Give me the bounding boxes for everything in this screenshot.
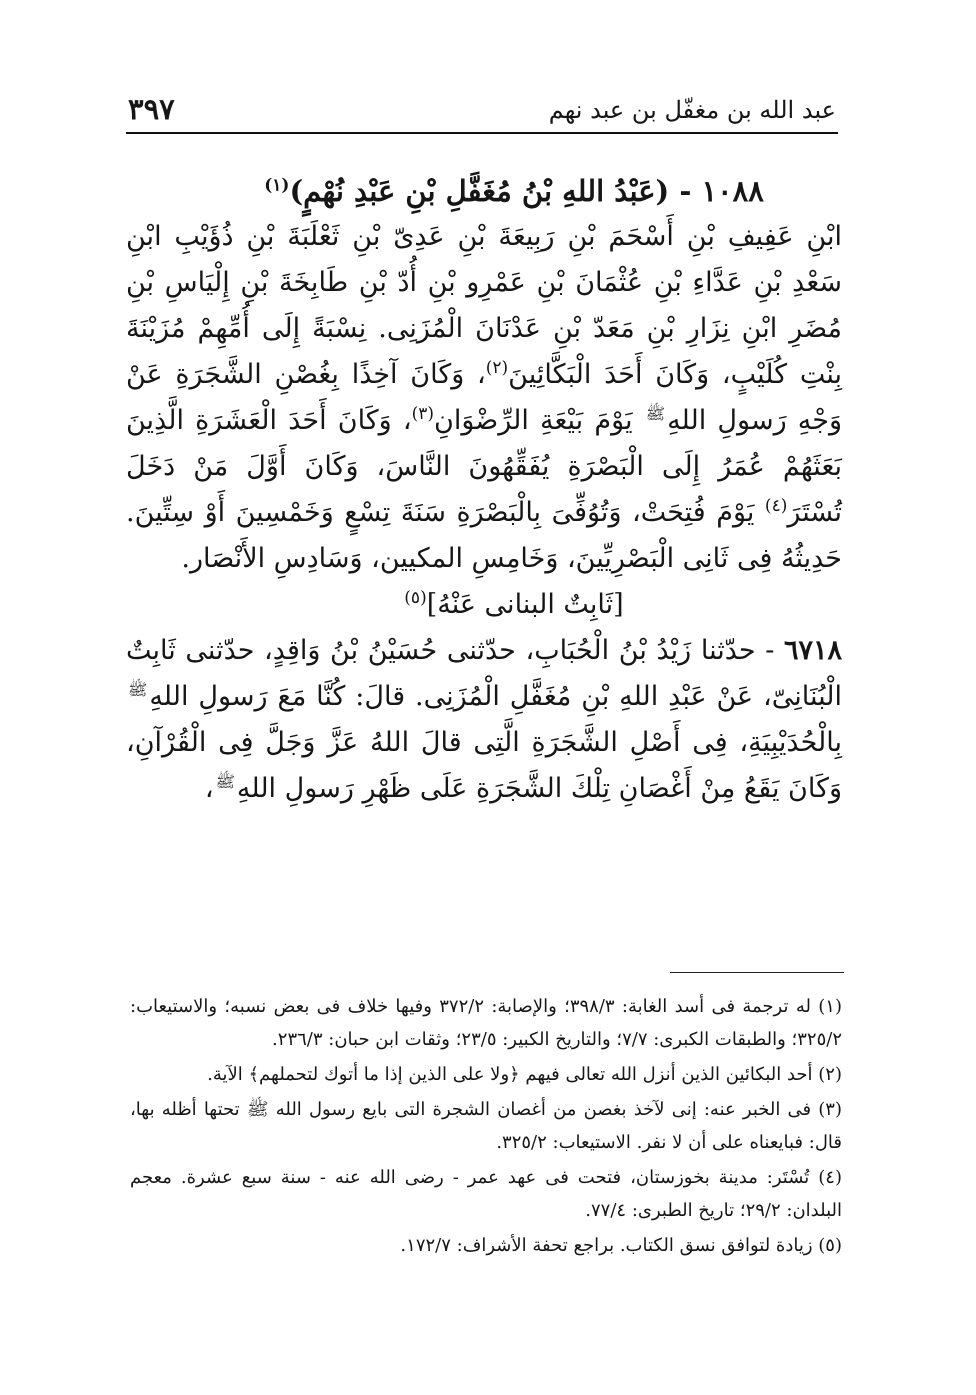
entry-heading-text: ١٠٨٨ - (عَبْدُ اللهِ بْنُ مُغَفَّلِ بْنِ عَبْدِ نُهْمٍ) [289, 174, 764, 208]
hadith-text-3: ، [204, 773, 214, 804]
footnote-ref-4: (٤) [764, 496, 788, 516]
header-title: عبد الله بن مغفّل بن عبد نهم [548, 96, 836, 124]
footnote-4: (٤) تُسْتَر: مدينة بخوزستان، فتحت فى عهد عمر - رضى الله عنه - سنة سبع عشرة. معجم البلدان: ٢٩/٢؛ تاريخ الطبرى: ٧٧/٤. [130, 1167, 842, 1221]
page-number: ٣٩٧ [128, 92, 175, 126]
footnote-1: (١) له ترجمة فى أسد الغابة: ٣٩٨/٣؛ والإصابة: ٣٧٢/٢ وفيها خلاف فى بعض نسبه؛ والاستيعاب: ٣٢٥/٢؛ والطبقات الكبرى: ٧/٧؛ والتاريخ الكبير: ٢٣/٥؛ وثقات ابن حبان: ٢٣٦/٣. [130, 996, 842, 1050]
section-heading-text: [ثَابِتٌ البنانى عَنْهُ] [426, 589, 624, 620]
footnote-3: (٣) فى الخبر عنه: إنى لآخذ بغصن من أغصان الشجرة التى بايع رسول الله ﷺ تحتها أظله بها، قال: فبايعناه على أن لا نفر. الاستيعاب: ٣٢٥/٢. [130, 1099, 842, 1153]
footnote-ref-1: (١) [264, 175, 290, 196]
hadith-paragraph: ٦٧١٨ - حدّثنا زَيْدُ بْنُ الْحُبَابِ، حدّثنى حُسَيْنُ بْنُ وَاقِدٍ، حدّثنى ثَابِتٌ الْبُنَانِىّ، عَنْ عَبْدِ اللهِ بْنِ مُغَفَّلِ الْمُزَنِى. قالَ: كُنَّا مَعَ رَسولِ اللهِﷺ بِالْحُدَيْبِيَةِ، فِى أَصْلِ الشَّجَرَةِ الَّتِى قالَ اللهُ عَزَّ وَجَلَّ فِى الْقُرْآنِ، وَكَانَ يَقَعُ مِنْ أَغْصَانِ تِلْكَ الشَّجَرَةِ عَلَى ظَهْرِ رَسولِ اللهِﷺ، [126, 635, 842, 804]
footnote-divider [670, 972, 844, 973]
bio-text-2: ، وَكَانَ آخِذًا بِغُصْنِ الشَّجَرَةِ عَنْ وَجْهِ رَسولِ اللهِ [126, 359, 842, 436]
bio-text-4: ، وَكَانَ أَحَدَ الْعَشَرَةِ الَّذِينَ بَعَثَهُمْ عُمَرُ إِلَى الْبَصْرَةِ يُفَقِّهُونَ النَّاسَ، وَكَانَ أَوَّلَ مَنْ دَخَلَ تُسْتَرَ [126, 405, 842, 528]
bio-text-3: يَوْمَ بَيْعَةِ الرِّضْوَانِ [434, 405, 644, 436]
header-divider [126, 132, 838, 134]
running-header [128, 92, 836, 134]
main-text [126, 168, 842, 812]
hadith-number: ٦٧١٨ [783, 635, 842, 666]
footnote-5: (٥) زيادة لتوافق نسق الكتاب. براجع تحفة الأشراف: ١٧٢/٧. [400, 1235, 842, 1256]
bio-text-5: يَوْمَ فُتِحَتْ، وَتُوُفِّىَ بِالْبَصْرَةِ سَنَةَ تِسْعٍ وَخَمْسِينَ أَوْ سِتِّينَ. حَدِيثُهُ فِى ثَانِى الْبَصْرِيِّينَ، وَخَامِسِ المكيين، وَسَادِسِ الأَنْصَار. [126, 497, 842, 574]
footnotes [130, 990, 842, 1264]
biography-paragraph: ابْنِ عَفِيفِ بْنِ أَسْحَمَ بْنِ رَبِيعَةَ بْنِ عَدِىّ بْنِ ثَعْلَبَةَ بْنِ ذُؤَيْبِ ابْنِ سَعْدِ بْنِ عَدَّاءِ بْنِ عُثْمَانَ بْنِ عَمْرِو بْنِ أُدّ بْنِ طَابِخَةَ بْنِ إِلْيَاسِ بْنِ مُضَرِ ابْنِ نِزَارِ بْنِ مَعَدّ بْنِ عَدْنَانَ الْمُزَنِى. نِسْبَةً إِلَى أُمِّهِمْ مُزَيْنَةَ بِنْتِ كُلَيْبٍ، وَكَانَ أَحَدَ الْبَكَّائِينَ$^{(٢)}$، وَكَانَ آخِذًا بِغُصْنِ الشَّجَرَةِ عَنْ وَجْهِ رَسولِ اللهِﷺ يَوْمَ بَيْعَةِ الرِّضْوَانِ$^{(٣)}$، وَكَانَ أَحَدَ الْعَشَرَةِ الَّذِينَ بَعَثَهُمْ عُمَرُ إِلَى الْبَصْرَةِ يُفَقِّهُونَ النَّاسَ، وَكَانَ أَوَّلَ مَنْ دَخَلَ تُسْتَرَ$^{(٤)}$ يَوْمَ فُتِحَتْ، وَتُوُفِّىَ بِالْبَصْرَةِ سَنَةَ تِسْعٍ وَخَمْسِينَ أَوْ سِتِّينَ. حَدِيثُهُ فِى ثَانِى الْبَصْرِيِّينَ، وَخَامِسِ المكيين، وَسَادِسِ الأَنْصَار. [126, 221, 842, 574]
hadith-text-1: - حدّثنا زَيْدُ بْنُ الْحُبَابِ، حدّثنى حُسَيْنُ بْنُ وَاقِدٍ، حدّثنى ثَابِتٌ الْبُنَانِىّ، عَنْ عَبْدِ اللهِ بْنِ مُغَفَّلِ الْمُزَنِى. قالَ: كُنَّا مَعَ رَسولِ اللهِ [126, 635, 842, 712]
entry-heading [126, 168, 842, 214]
hadith-text-2: بِالْحُدَيْبِيَةِ، فِى أَصْلِ الشَّجَرَةِ الَّتِى قالَ اللهُ عَزَّ وَجَلَّ فِى الْقُرْآنِ، وَكَانَ يَقَعُ مِنْ أَغْصَانِ تِلْكَ الشَّجَرَةِ عَلَى ظَهْرِ رَسولِ اللهِ [126, 727, 842, 804]
bio-text-1: ابْنِ عَفِيفِ بْنِ أَسْحَمَ بْنِ رَبِيعَةَ بْنِ عَدِىّ بْنِ ثَعْلَبَةَ بْنِ ذُؤَيْبِ ابْنِ سَعْدِ بْنِ عَدَّاءِ بْنِ عُثْمَانَ بْنِ عَمْرِو بْنِ أُدّ بْنِ طَابِخَةَ بْنِ إِلْيَاسِ بْنِ مُضَرِ ابْنِ نِزَارِ بْنِ مَعَدّ بْنِ عَدْنَانَ الْمُزَنِى. نِسْبَةً إِلَى أُمِّهِمْ مُزَيْنَةَ بِنْتِ كُلَيْبٍ، وَكَانَ أَحَدَ الْبَكَّائِينَ [126, 221, 842, 390]
section-heading [126, 582, 842, 628]
footnote-ref-5: (٥) [404, 588, 427, 608]
footnote-2: (٢) أحد البكائين الذين أنزل الله تعالى فيهم ﴿ولا على الذين إذا ما أتوك لتحملهم﴾ الآية. [207, 1064, 842, 1085]
footnote-ref-3: (٣) [411, 404, 435, 424]
footnote-ref-2: (٢) [485, 358, 509, 378]
